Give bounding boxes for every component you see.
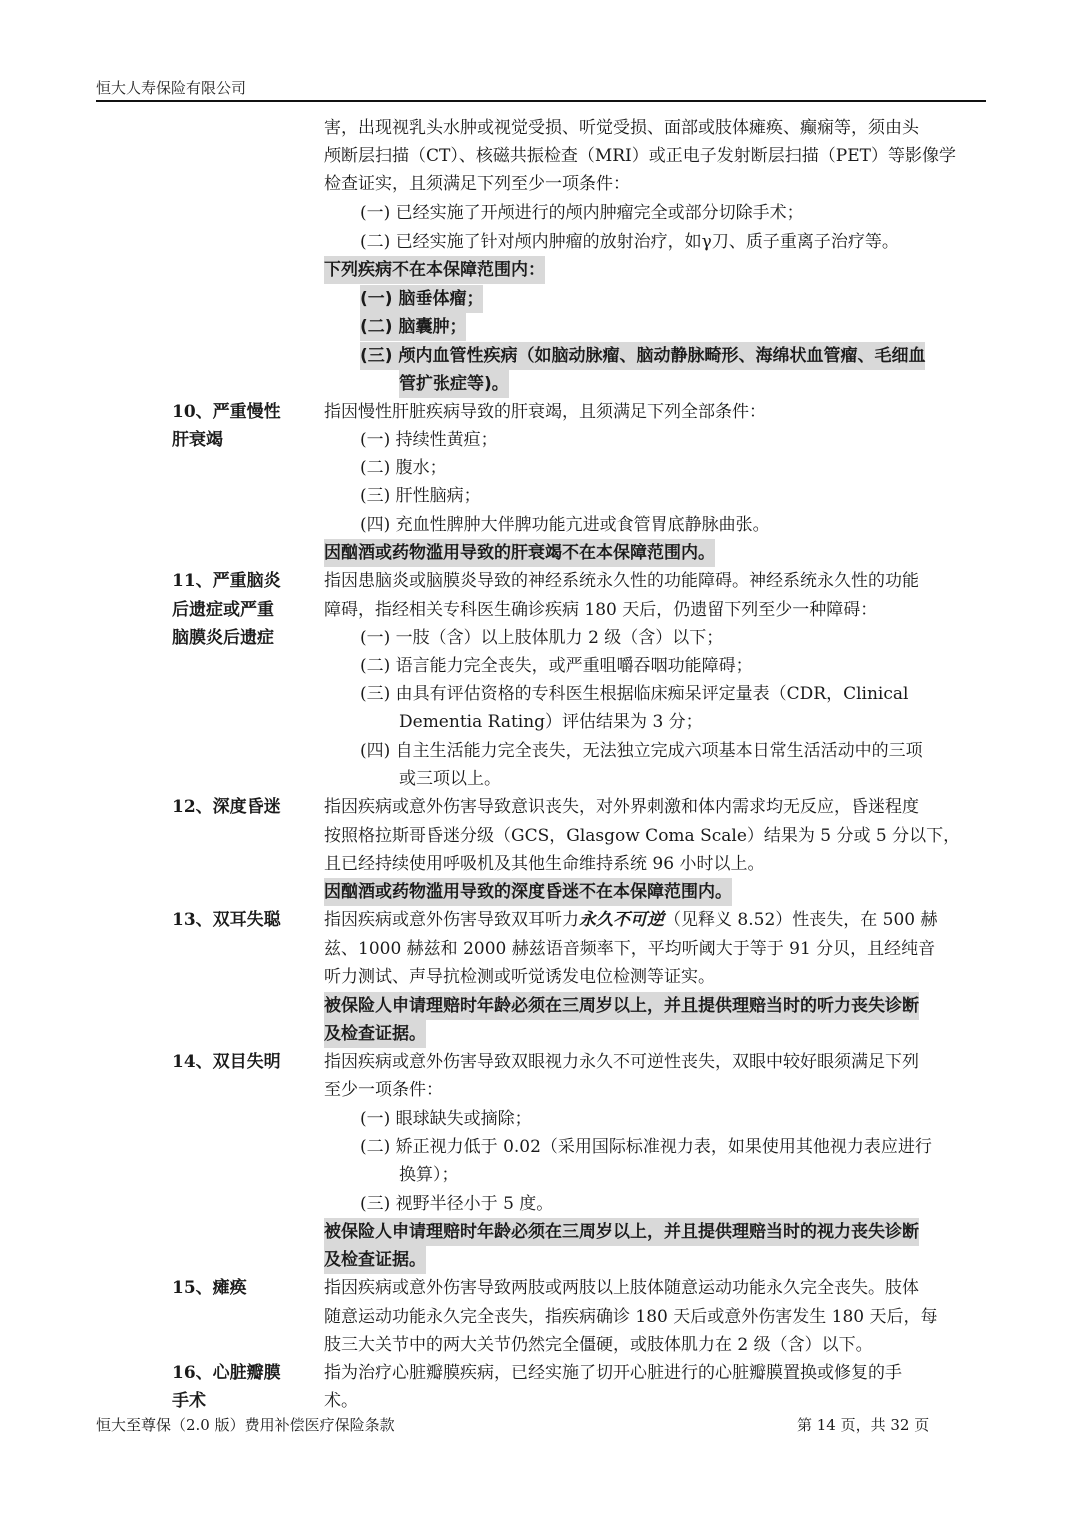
- defined-term-link: 永久不可逆: [579, 910, 664, 930]
- term-definition: 肢三大关节中的两大关节仍然完全僵硬，或肢体肌力在 2 级（含）以下。: [324, 1335, 873, 1355]
- term-definition: 指因疾病或意外伤害导致两肢或两肢以上肢体随意运动功能永久完全丧失。肢体: [324, 1278, 919, 1298]
- term-title: 11、严重脑炎: [172, 571, 281, 591]
- requirement-note: 被保险人申请理赔时年龄必须在三周岁以上，并且提供理赔当时的视力丧失诊断: [324, 1218, 919, 1246]
- term-title: 肝衰竭: [172, 430, 223, 450]
- exclusion-item: (三) 颅内血管性疾病（如脑动脉瘤、脑动静脉畸形、海绵状血管瘤、毛细血: [360, 342, 925, 370]
- term-definition: 指因疾病或意外伤害导致双眼视力永久不可逆性丧失，双眼中较好眼须满足下列: [324, 1052, 919, 1072]
- definition-text: （见释义 8.52）性丧失，在 500 赫: [664, 910, 938, 930]
- term-title: 12、深度昏迷: [172, 797, 281, 817]
- term-definition: 指因慢性肝脏疾病导致的肝衰竭，且须满足下列全部条件：: [324, 402, 766, 422]
- term-definition: 至少一项条件：: [324, 1080, 443, 1100]
- term-definition: 指因疾病或意外伤害导致意识丧失，对外界刺激和体内需求均无反应，昏迷程度: [324, 797, 919, 817]
- header-divider: [96, 100, 986, 102]
- exclusion-item-cont: 管扩张症等)。: [399, 370, 509, 398]
- condition-item: (一) 已经实施了开颅进行的颅内肿瘤完全或部分切除手术；: [360, 203, 804, 223]
- term-title: 脑膜炎后遗症: [172, 628, 274, 648]
- exclusion-note: 因酗酒或药物滥用导致的深度昏迷不在本保障范围内。: [324, 878, 732, 906]
- term-title: 后遗症或严重: [172, 600, 274, 620]
- exclusion-item: (一) 脑垂体瘤；: [360, 285, 483, 313]
- body-line: 害，出现视乳头水肿或视觉受损、听觉受损、面部或肢体瘫痪、癫痫等，须由头: [324, 118, 919, 138]
- condition-item: (三) 视野半径小于 5 度。: [360, 1194, 554, 1214]
- term-title: 16、心脏瓣膜: [172, 1363, 281, 1383]
- condition-item: (一) 持续性黄疸；: [360, 430, 498, 450]
- condition-item: (二) 矫正视力低于 0.02（采用国际标准视力表，如果使用其他视力表应进行: [360, 1137, 932, 1157]
- page-header-company: 恒大人寿保险有限公司: [96, 79, 247, 97]
- exclusion-item: (二) 脑囊肿；: [360, 313, 466, 341]
- term-title: 15、瘫痪: [172, 1278, 247, 1298]
- requirement-note: 被保险人申请理赔时年龄必须在三周岁以上，并且提供理赔当时的听力丧失诊断: [324, 992, 919, 1020]
- condition-item: (一) 一肢（含）以上肢体肌力 2 级（含）以下；: [360, 628, 724, 648]
- body-line: 检查证实，且须满足下列至少一项条件：: [324, 174, 630, 194]
- term-definition: 按照格拉斯哥昏迷分级（GCS，Glasgow Coma Scale）结果为 5 分或 5 分以下，: [324, 826, 961, 846]
- condition-item: (一) 眼球缺失或摘除；: [360, 1109, 532, 1129]
- definition-text: 指因疾病或意外伤害导致双耳听力: [324, 910, 579, 930]
- exclusion-note: 因酗酒或药物滥用导致的肝衰竭不在本保障范围内。: [324, 539, 715, 567]
- footer-product-title: 恒大至尊保（2.0 版）费用补偿医疗保险条款: [96, 1416, 395, 1434]
- term-title: 手术: [172, 1391, 206, 1411]
- term-definition: 指因患脑炎或脑膜炎导致的神经系统永久性的功能障碍。神经系统永久性的功能: [324, 571, 919, 591]
- term-definition: 术。: [324, 1391, 358, 1411]
- term-title: 14、双目失明: [172, 1052, 281, 1072]
- condition-item: (二) 语言能力完全丧失，或严重咀嚼吞咽功能障碍；: [360, 656, 753, 676]
- term-title: 13、双耳失聪: [172, 910, 281, 930]
- term-definition: 兹、1000 赫兹和 2000 赫兹语音频率下，平均听阈大于等于 91 分贝，且经纯音: [324, 939, 936, 959]
- term-definition: 障碍，指经相关专科医生确诊疾病 180 天后，仍遗留下列至少一种障碍：: [324, 600, 878, 620]
- term-title: 10、严重慢性: [172, 402, 281, 422]
- term-definition: 听力测试、声导抗检测或听觉诱发电位检测等证实。: [324, 967, 715, 987]
- exclusion-title: 下列疾病不在本保障范围内：: [324, 256, 545, 284]
- term-definition: [324, 906, 938, 934]
- condition-item: (二) 腹水；: [360, 458, 447, 478]
- requirement-note: 及检查证据。: [324, 1246, 426, 1274]
- condition-item-cont: Dementia Rating）评估结果为 3 分；: [399, 712, 703, 732]
- body-line: 颅断层扫描（CT）、核磁共振检查（MRI）或正电子发射断层扫描（PET）等影像学: [324, 146, 956, 166]
- condition-item: (四) 自主生活能力完全丧失，无法独立完成六项基本日常生活活动中的三项: [360, 741, 923, 761]
- condition-item: (四) 充血性脾肿大伴脾功能亢进或食管胃底静脉曲张。: [360, 515, 770, 535]
- condition-item: (三) 由具有评估资格的专科医生根据临床痴呆评定量表（CDR，Clinical: [360, 684, 909, 704]
- term-definition: 且已经持续使用呼吸机及其他生命维持系统 96 小时以上。: [324, 854, 765, 874]
- term-definition: 指为治疗心脏瓣膜疾病，已经实施了切开心脏进行的心脏瓣膜置换或修复的手: [324, 1363, 902, 1383]
- condition-item: (二) 已经实施了针对颅内肿瘤的放射治疗，如γ刀、质子重离子治疗等。: [360, 232, 899, 252]
- footer-page-number: 第 14 页，共 32 页: [797, 1416, 930, 1434]
- condition-item-cont: 或三项以上。: [399, 769, 501, 789]
- requirement-note: 及检查证据。: [324, 1020, 426, 1048]
- condition-item: (三) 肝性脑病；: [360, 486, 481, 506]
- condition-item-cont: 换算）；: [399, 1165, 459, 1185]
- term-definition: 随意运动功能永久完全丧失，指疾病确诊 180 天后或意外伤害发生 180 天后，每: [324, 1307, 938, 1327]
